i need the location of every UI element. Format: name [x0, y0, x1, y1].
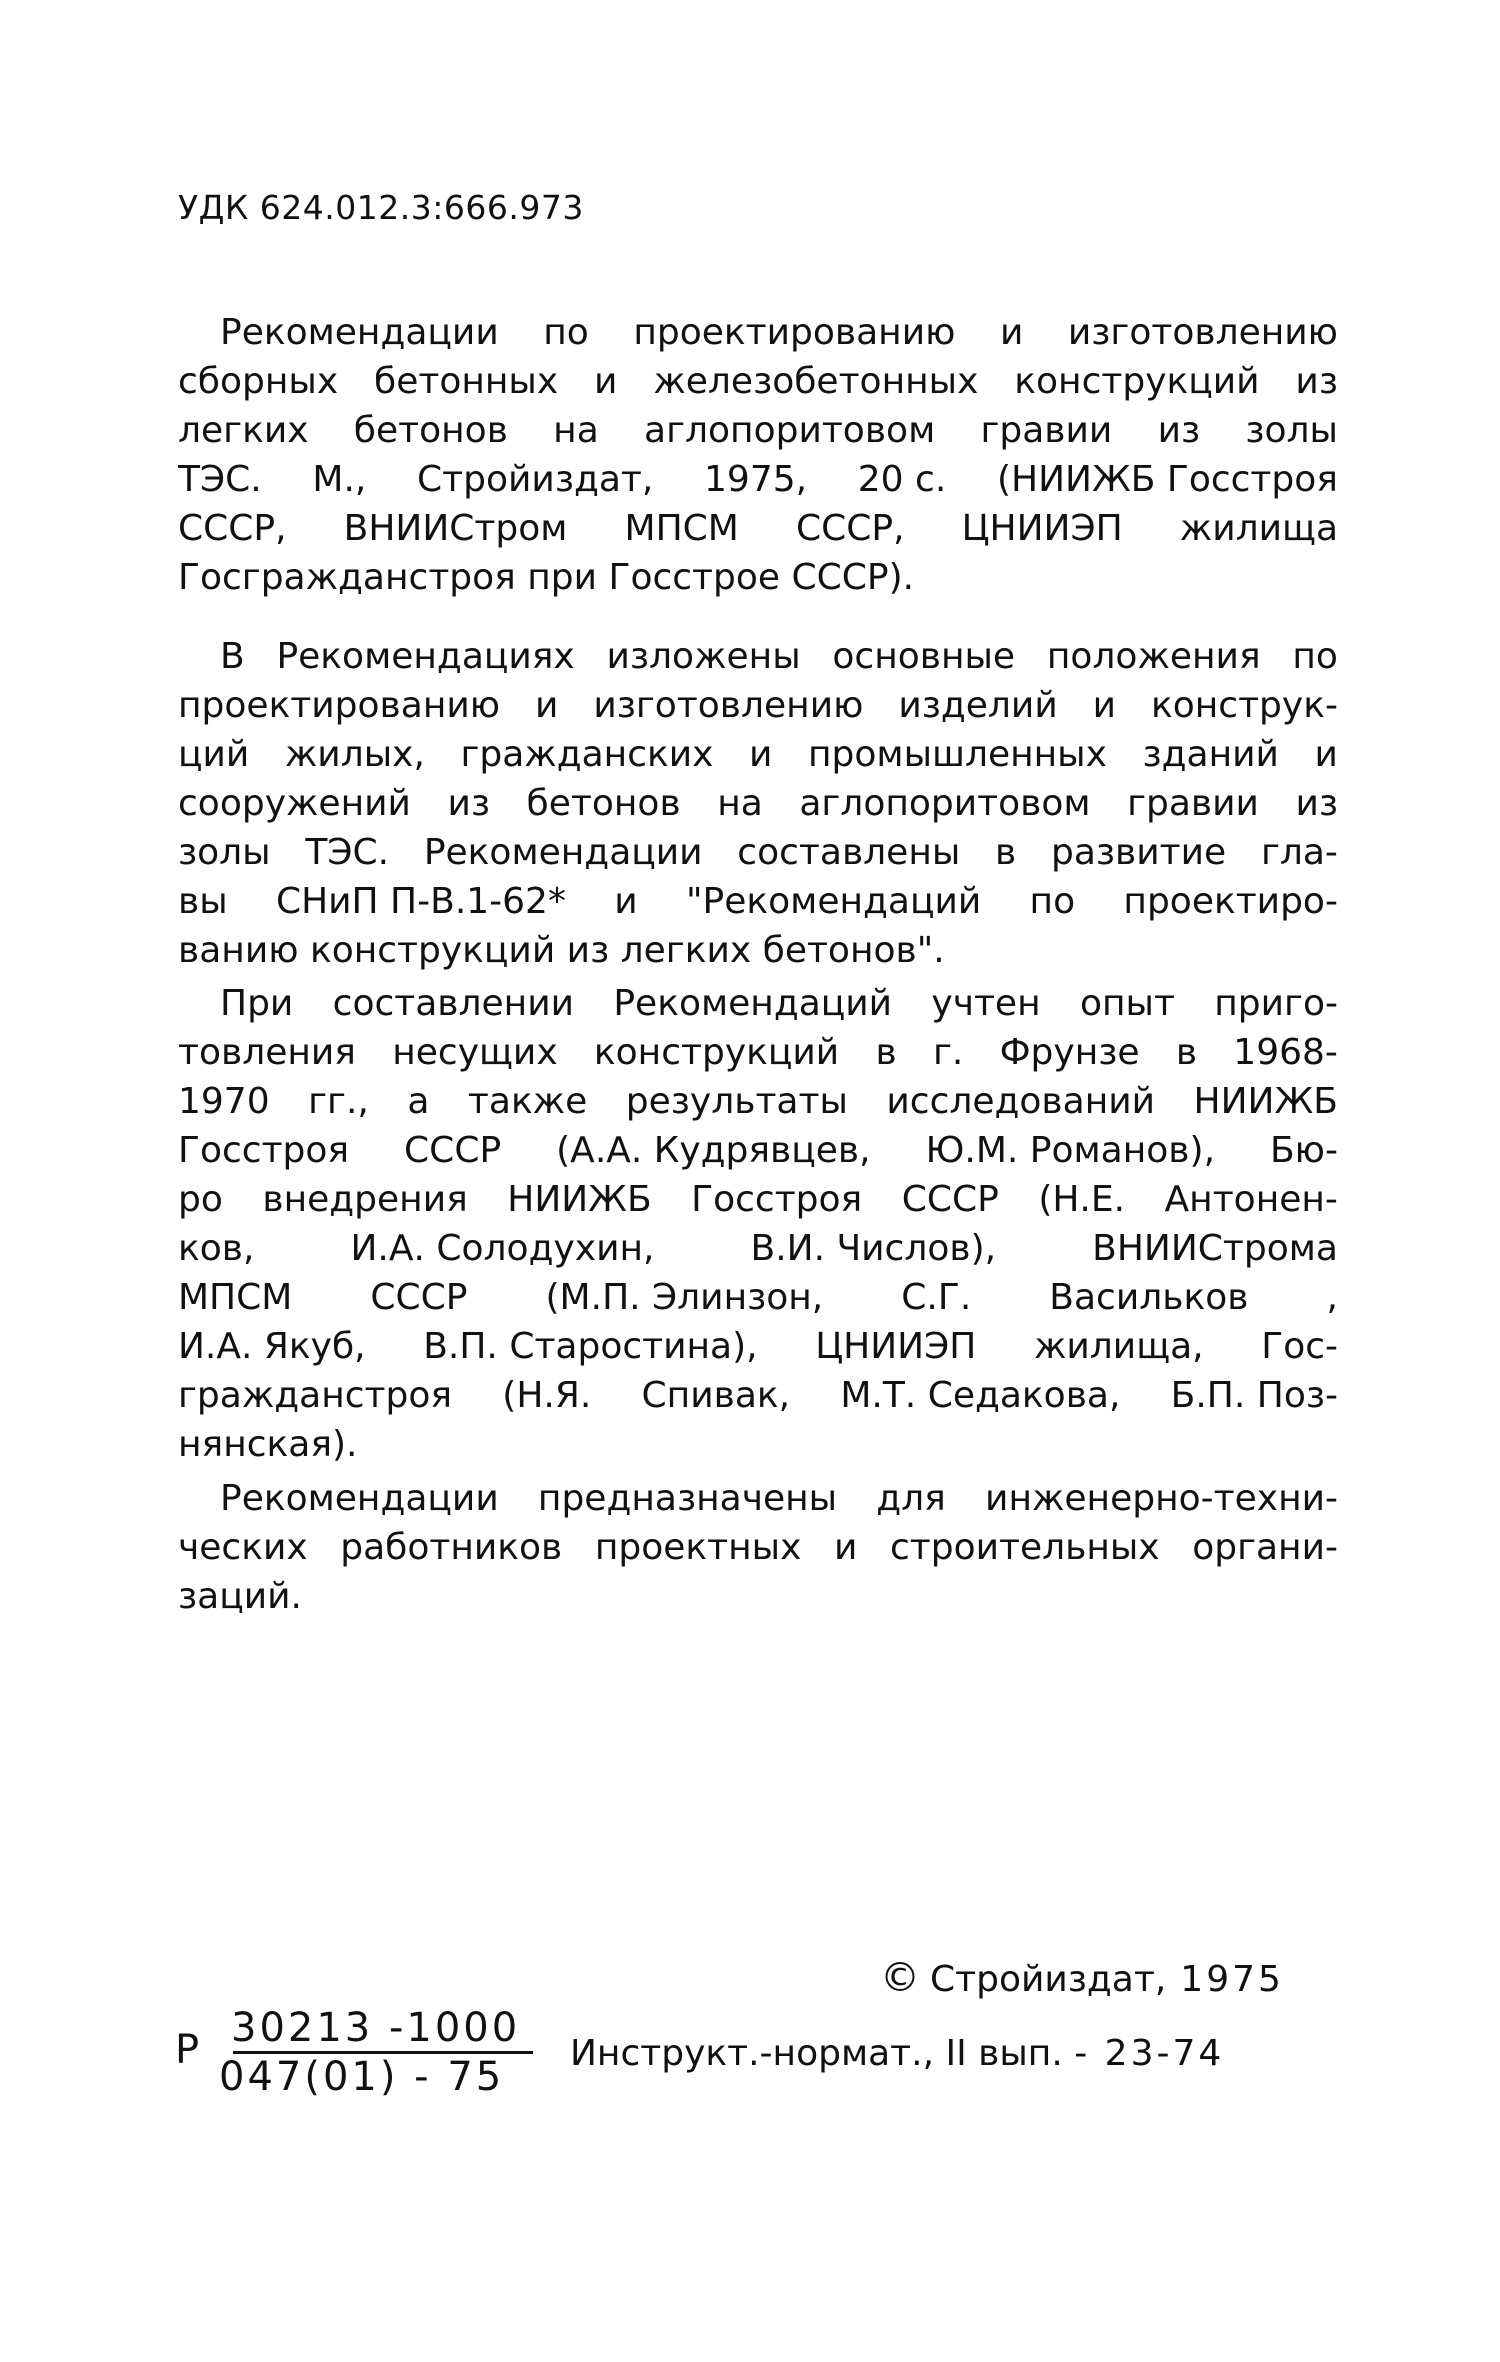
word: г.: [932, 1032, 964, 1073]
word: бетонов: [353, 410, 508, 451]
word: из: [1295, 783, 1338, 824]
word: Рекомендации: [220, 312, 499, 353]
text-line: [178, 979, 1338, 1028]
word: Госстроя: [178, 1130, 350, 1171]
word: проектиро-: [1123, 881, 1338, 922]
word: М.,: [312, 459, 367, 500]
word: по: [1292, 636, 1338, 677]
word: гг.,: [308, 1081, 369, 1122]
word: нянская).: [178, 1424, 358, 1465]
word: гла-: [1260, 832, 1338, 873]
word: Рекомендациях: [276, 636, 575, 677]
publication-code: [175, 2005, 1355, 2115]
word: В.П. Старостина),: [423, 1326, 758, 1367]
text-line: [178, 1175, 1338, 1224]
code-numerator: 30213 -1000: [231, 2005, 521, 2051]
series-info: [570, 2033, 1224, 2074]
word: И.А. Солодухин,: [350, 1228, 655, 1269]
word: СССР: [404, 1130, 502, 1171]
word: внедрения: [262, 1179, 468, 1220]
text-line: [178, 1028, 1338, 1077]
word: основные: [832, 636, 1016, 677]
word: учтен: [931, 983, 1041, 1024]
word: ТЭС.: [178, 459, 262, 500]
text-line: [178, 632, 1338, 681]
word: НИИЖБ: [1193, 1081, 1338, 1122]
word: гравии: [980, 410, 1113, 451]
word: В: [220, 636, 245, 677]
word: СССР: [901, 1179, 999, 1220]
text-line: [178, 308, 1338, 357]
word: (А.А. Кудрявцев,: [556, 1130, 871, 1171]
word: Рекомендаций: [613, 983, 893, 1024]
bibliographic-description: [178, 308, 1338, 602]
word: сборных: [178, 361, 339, 402]
word: из: [447, 783, 490, 824]
word: ций: [178, 734, 250, 775]
word: товления: [178, 1032, 356, 1073]
word: ванию конструкций из легких бетонов".: [178, 930, 945, 971]
text-line: [178, 504, 1338, 553]
word: предназначены: [537, 1478, 838, 1519]
text-line: [178, 1273, 1338, 1322]
word: по: [1029, 881, 1076, 922]
word: аглопоритовом: [644, 410, 936, 451]
word: и: [833, 1527, 858, 1568]
word: и: [749, 734, 773, 775]
word: промышленных: [808, 734, 1107, 775]
word: опыт: [1079, 983, 1175, 1024]
text-line: [178, 877, 1338, 926]
word: 1970: [178, 1081, 270, 1122]
word: и: [1092, 685, 1117, 726]
word: СССР,: [795, 508, 905, 549]
copyright-notice: [880, 1955, 1284, 2001]
word: результаты: [625, 1081, 848, 1122]
word: Антонен-: [1164, 1179, 1338, 1220]
copyright-year: 1975: [1180, 1959, 1284, 2000]
word: И.А. Якуб,: [178, 1326, 366, 1367]
word: конструк-: [1150, 685, 1338, 726]
word: развитие: [1051, 832, 1227, 873]
word: ВНИИСтрома: [1092, 1228, 1338, 1269]
word: "Рекомендаций: [685, 881, 982, 922]
word: бетонов: [526, 783, 681, 824]
word: в: [995, 832, 1017, 873]
word: Васильков: [1049, 1277, 1249, 1318]
word: составлены: [737, 832, 961, 873]
word: из: [1157, 410, 1201, 451]
text-line: [178, 1572, 1338, 1621]
word: и: [535, 685, 559, 726]
text-line: [178, 1322, 1338, 1371]
series-text: Инструкт.-нормат., II вып.: [570, 2033, 1063, 2074]
word: ВНИИСтром: [343, 508, 568, 549]
word: М.Т. Седакова,: [840, 1375, 1121, 1416]
word: сооружений: [178, 783, 411, 824]
word: (Н.Е.: [1038, 1179, 1126, 1220]
text-line: [178, 1077, 1338, 1126]
text-line: [178, 779, 1338, 828]
text-line: [178, 357, 1338, 406]
word: в: [1175, 1032, 1198, 1073]
word: МПСМ: [624, 508, 739, 549]
word: а: [407, 1081, 430, 1122]
word: Рекомендации: [423, 832, 703, 873]
word: изготовлению: [1067, 312, 1338, 353]
code-denominator: 047(01) - 75: [219, 2054, 505, 2100]
word: проектированию: [633, 312, 956, 353]
word: инженерно-техни-: [985, 1478, 1338, 1519]
abstract-paragraph-1: [178, 632, 1338, 975]
word: составлении: [332, 983, 575, 1024]
word: С.Г.: [901, 1277, 972, 1318]
word: на: [717, 783, 763, 824]
word: (М.П. Элинзон,: [545, 1277, 824, 1318]
word: на: [553, 410, 599, 451]
word: Стройиздат,: [417, 459, 654, 500]
word: (Н.Я.: [502, 1375, 592, 1416]
word: золы: [178, 832, 271, 873]
word: по: [543, 312, 589, 353]
word: Рекомендации: [220, 1478, 499, 1519]
text-line: [178, 455, 1338, 504]
word: жилых,: [284, 734, 425, 775]
word: исследований: [886, 1081, 1156, 1122]
text-line: [178, 406, 1338, 455]
word: железобетонных: [653, 361, 979, 402]
word: 20 с.: [857, 459, 947, 500]
word: При: [220, 983, 294, 1024]
word: Госстроя: [691, 1179, 863, 1220]
word: зданий: [1142, 734, 1279, 775]
word: работников: [340, 1527, 563, 1568]
word: Гос-: [1261, 1326, 1338, 1367]
word: также: [467, 1081, 588, 1122]
word: для: [876, 1478, 946, 1519]
word: вы: [178, 881, 228, 922]
word: и: [1314, 734, 1338, 775]
word: в: [875, 1032, 897, 1073]
code-letter: Р: [175, 2027, 200, 2073]
word: изготовлению: [593, 685, 864, 726]
text-line: [178, 1523, 1338, 1572]
word: легких: [178, 410, 309, 451]
text-line: [178, 553, 1338, 602]
series-number: - 23-74: [1074, 2033, 1225, 2074]
copyright-sign: ©: [880, 1955, 920, 2001]
text-line: [178, 681, 1338, 730]
word: и: [614, 881, 638, 922]
word: СССР: [370, 1277, 468, 1318]
word: золы: [1245, 410, 1338, 451]
text-line: [178, 1126, 1338, 1175]
text-line: [178, 828, 1338, 877]
word: Фрунзе: [999, 1032, 1140, 1073]
word: изложены: [606, 636, 801, 677]
word: СССР,: [178, 508, 287, 549]
word: из: [1295, 361, 1338, 402]
word: ЦНИИЭП: [815, 1326, 977, 1367]
word: аглопоритовом: [799, 783, 1091, 824]
word: строительных: [889, 1527, 1160, 1568]
word: изделий: [898, 685, 1058, 726]
word: Бю-: [1269, 1130, 1338, 1171]
word: жилища,: [1033, 1326, 1204, 1367]
word: бетонных: [374, 361, 559, 402]
udk-code: УДК 624.012.3:666.973: [178, 188, 584, 227]
word: Спивак,: [641, 1375, 791, 1416]
word: Б.П. Поз-: [1170, 1375, 1338, 1416]
word: несущих: [392, 1032, 558, 1073]
word: (НИИЖБ Госстроя: [996, 459, 1338, 500]
word: и: [999, 312, 1024, 353]
text-line: [178, 1474, 1338, 1523]
text-line: [178, 1371, 1338, 1420]
word: ТЭС.: [305, 832, 390, 873]
word: гражданстроя: [178, 1375, 453, 1416]
word: конструкций: [1014, 361, 1260, 402]
word: ,: [1326, 1277, 1338, 1318]
word: заций.: [178, 1576, 302, 1617]
word: конструкций: [593, 1032, 840, 1073]
word: гражданских: [460, 734, 714, 775]
word: СНиП П-В.1-62*: [275, 881, 566, 922]
word: органи-: [1192, 1527, 1338, 1568]
copyright-publisher: Стройиздат,: [930, 1959, 1167, 2000]
word: Ю.М. Романов),: [925, 1130, 1216, 1171]
word: проектированию: [178, 685, 501, 726]
text-line: [178, 730, 1338, 779]
text-line: [178, 926, 1338, 975]
word: Госгражданстроя при Госстрое СССР).: [178, 557, 915, 598]
word: и: [594, 361, 618, 402]
word: положения: [1046, 636, 1261, 677]
text-line: [178, 1420, 1338, 1469]
word: приго-: [1214, 983, 1338, 1024]
abstract-paragraph-2: [178, 979, 1338, 1469]
word: НИИЖБ: [507, 1179, 652, 1220]
word: гравии: [1127, 783, 1259, 824]
word: ЦНИИЭП: [961, 508, 1123, 549]
word: жилища: [1179, 508, 1338, 549]
word: 1975,: [704, 459, 808, 500]
word: ческих: [178, 1527, 308, 1568]
word: 1968-: [1233, 1032, 1338, 1073]
abstract-paragraph-3: [178, 1474, 1338, 1621]
word: ро: [178, 1179, 223, 1220]
text-line: [178, 1224, 1338, 1273]
word: ков,: [178, 1228, 255, 1269]
word: В.И. Числов),: [750, 1228, 997, 1269]
word: МПСМ: [178, 1277, 293, 1318]
word: проектных: [594, 1527, 802, 1568]
